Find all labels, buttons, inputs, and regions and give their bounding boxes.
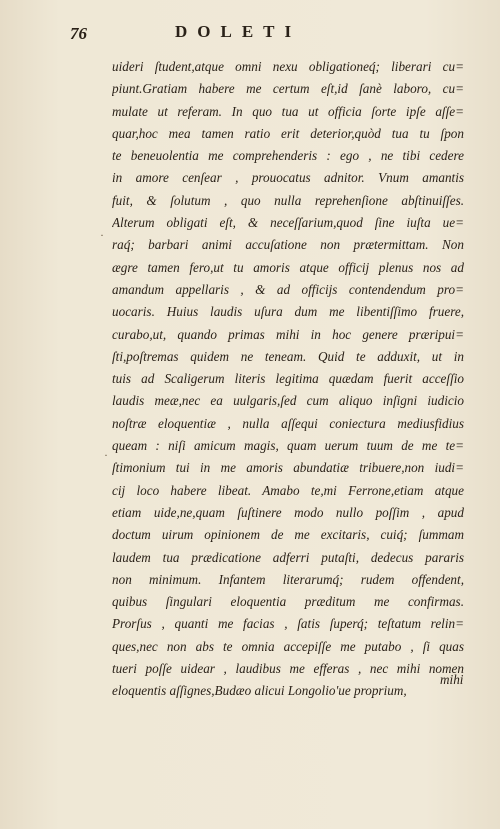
text-line: eloquentis aſſignes,Budæo alicui Longolio'ue proprium, <box>112 683 407 699</box>
text-line: quar,hoc mea tamen ratio erit deterior,quòd tua tu ſpon <box>112 125 464 141</box>
text-line: in amore cenſear , prouocatus adnitor. Vnum amantis <box>112 170 464 186</box>
text-line: te beneuolentia me comprehenderis : ego , ne tibi cedere <box>112 148 464 164</box>
text-line: piunt.Gratiam habere me certum eſt,id ſanè laboro, cu= <box>112 81 464 97</box>
text-line: quibus ſingulari eloquentia præditum me confirmas. <box>112 594 464 610</box>
text-line: non minimum. Infantem literarumq́; rudem offendent, <box>112 571 464 587</box>
text-line: amandum appellaris , & ad officijs contendendum pro= <box>112 281 464 297</box>
text-line: ques,nec non abs te omnia accepiſſe me putabo , ſi quas <box>112 638 464 654</box>
text-line: etiam uide,ne,quam ſuſtinere modo nullo poſſim , apud <box>112 504 464 520</box>
text-line: tueri poſſe uidear , laudibus me efferas , nec mihi nomen <box>112 661 464 677</box>
text-line: doctum uirum opinionem de me excitaris, cuiq́; ſummam <box>112 527 464 543</box>
text-line: Alterum obligati eſt, & neceſſarium,quod ſine iuſta ue= <box>112 215 464 231</box>
text-line: cij loco habere libeat. Amabo te,mi Ferrone,etiam atque <box>112 482 464 498</box>
text-line: laudem tua prædicatione adferri putaſti, dedecus pararis <box>112 549 464 565</box>
text-line: queam : niſi amicum magis, quam uerum tuum de me te= <box>112 438 464 454</box>
running-head: DOLETI <box>175 22 302 41</box>
body-text <box>112 56 464 703</box>
text-line: uocaris. Huius laudis uſura dum me libentiſſimo fruere, <box>112 304 464 320</box>
text-line: mulate ut referam. In quo tua ut officia ſorte ipſe aſſe= <box>112 103 464 119</box>
text-line: curabo,ut, quando primas mihi in hoc genere præripui= <box>112 326 464 342</box>
margin-mark: · <box>100 228 104 242</box>
margin-mark: · <box>104 448 108 462</box>
text-line: noſtræ eloquentiæ , nulla aſſequi coniectura mediusfidius <box>112 415 464 431</box>
text-line: ſti,poſtremas quidem ne teneam. Quid te adduxit, ut in <box>112 348 464 364</box>
text-line: raq́; barbari animi accuſatione non prætermittam. Non <box>112 237 464 253</box>
text-line: Prorſus , quanti me facias , ſatis ſuperq́; teſtatum relin= <box>112 616 464 632</box>
page-number: 76 <box>70 24 87 43</box>
text-line: ægre tamen fero,ut tu amoris atque officij plenus nos ad <box>112 259 464 275</box>
text-line: uideri ſtudent,atque omni nexu obligationeq́; liberari cu= <box>112 59 464 74</box>
catchword: mihi <box>440 672 464 687</box>
text-line: fuit, & ſolutum , quo nulla reprehenſione abſtinuiſſes. <box>112 192 464 208</box>
text-line: laudis meæ,nec ea uulgaris,ſed cum aliquo inſigni iudicio <box>112 393 464 409</box>
text-line: ſtimonium tui in me amoris abundatiæ tribuere,non iudi= <box>112 460 464 476</box>
text-line: tuis ad Scaligerum literis legitima quædam fuerit acceſſio <box>112 371 464 387</box>
